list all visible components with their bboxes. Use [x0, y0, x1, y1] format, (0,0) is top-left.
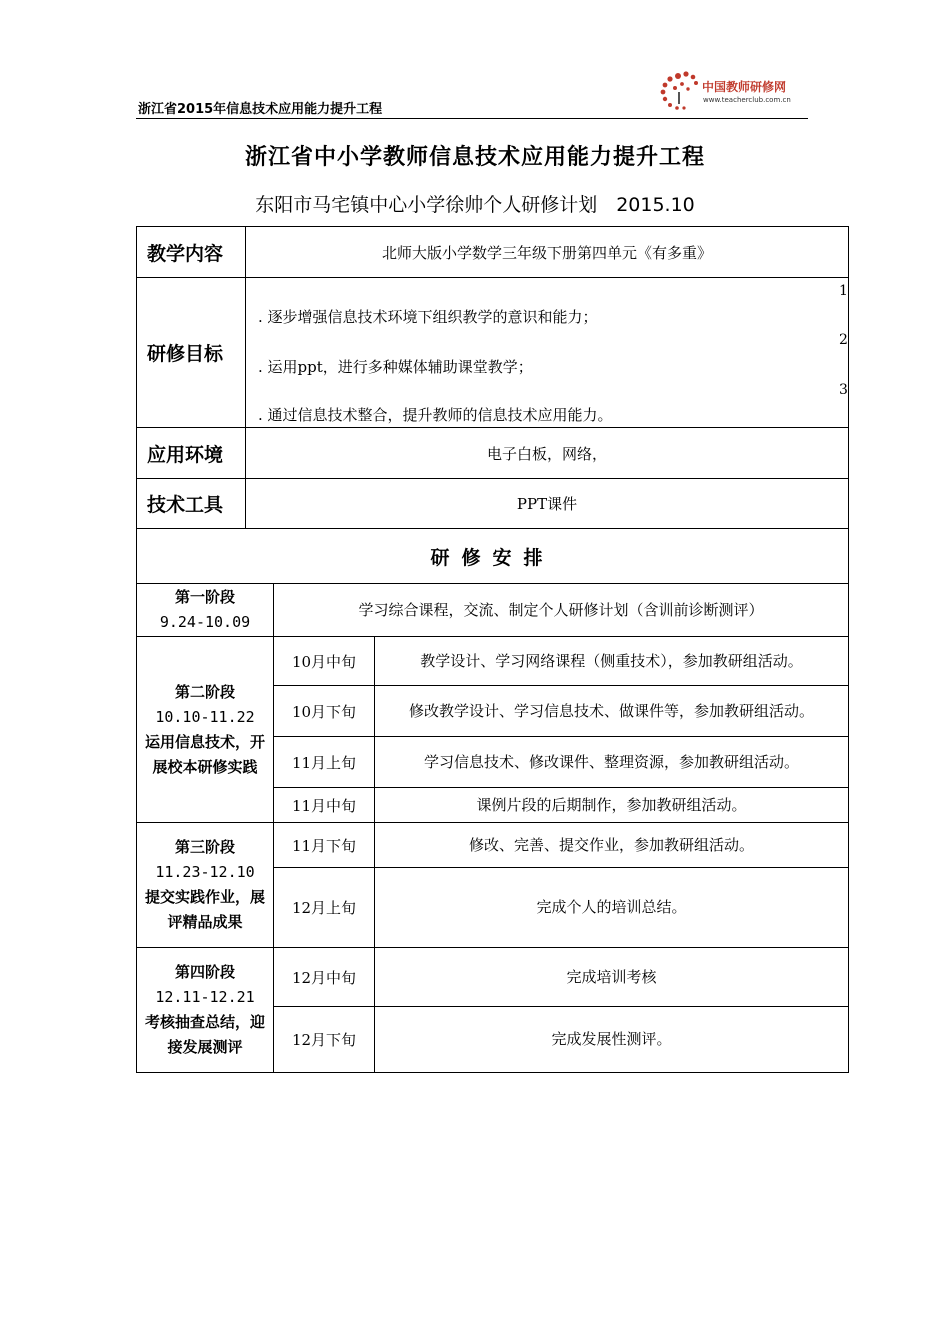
goal-number-3: 3 — [839, 382, 848, 398]
tools-label: 技术工具 — [136, 478, 246, 529]
goal-item-1: . 逐步增强信息技术环境下组织教学的意识和能力； — [258, 308, 598, 326]
stage2-dates: 10.10-11.22 — [155, 707, 255, 726]
stage3-period-2: 12月上旬 — [273, 867, 375, 948]
schedule-heading-cell — [136, 528, 849, 584]
stage1-cell — [136, 583, 274, 637]
stage3-cell — [136, 822, 274, 948]
stage3-dates: 11.23-12.10 — [155, 863, 255, 881]
stage2-period-1: 10月中旬 — [273, 636, 375, 686]
stage2-activity-3: 学习信息技术、修改课件、整理资源，参加教研组活动。 — [374, 736, 849, 788]
stage4-activity-1: 完成培训考核 — [374, 947, 849, 1007]
stage3-activity-1: 修改、完善、提交作业，参加教研组活动。 — [374, 822, 849, 868]
schedule-heading: 研修安排 — [430, 546, 555, 569]
tools-value: PPT课件 — [245, 478, 849, 529]
stage3-activity-2: 完成个人的培训总结。 — [374, 867, 849, 948]
goal-number-1: 1 — [839, 283, 848, 299]
stage2-desc: 运用信息技术，开展校本研修实践 — [144, 732, 265, 776]
stage4-period-1: 12月中旬 — [273, 947, 375, 1007]
stage2-activity-1: 教学设计、学习网络课程（侧重技术），参加教研组活动。 — [374, 636, 849, 686]
content-label: 教学内容 — [136, 226, 246, 278]
stage1-name: 第一阶段 — [174, 588, 235, 606]
stage2-name: 第二阶段 — [174, 682, 235, 701]
stage3-period-1: 11月下旬 — [273, 822, 375, 868]
goals-label: 研修目标 — [136, 277, 246, 428]
stage2-activity-2: 修改教学设计、学习信息技术、做课件等，参加教研组活动。 — [374, 685, 849, 737]
content-value: 北师大版小学数学三年级下册第四单元《有多重》 — [245, 226, 849, 278]
env-value: 电子白板，网络， — [245, 427, 849, 479]
stage1-dates: 9.24-10.09 — [159, 613, 251, 631]
header-rule — [136, 118, 808, 119]
goal-item-3: . 通过信息技术整合，提升教师的信息技术应用能力。 — [258, 406, 613, 424]
stage2-cell — [136, 636, 274, 823]
logo-url: www.teacherclub.com.cn — [703, 96, 791, 104]
stage2-period-2: 10月下旬 — [273, 685, 375, 737]
stage4-cell — [136, 947, 274, 1073]
stage3-name: 第三阶段 — [174, 838, 235, 856]
goal-number-2: 2 — [839, 332, 848, 348]
stage2-period-4: 11月中旬 — [273, 787, 375, 823]
stage4-activity-2: 完成发展性测评。 — [374, 1006, 849, 1073]
stage4-desc: 考核抽查总结，迎接发展测评 — [144, 1013, 265, 1056]
document-subtitle: 东阳市马宅镇中心小学徐帅个人研修计划 2015.10 — [255, 194, 695, 216]
document-title: 浙江省中小学教师信息技术应用能力提升工程 — [244, 145, 705, 170]
running-header: 浙江省2015年信息技术应用能力提升工程 — [138, 102, 383, 117]
stage4-period-2: 12月下旬 — [273, 1006, 375, 1073]
stage4-name: 第四阶段 — [174, 963, 235, 981]
stage1-activity: 学习综合课程，交流、制定个人研修计划（含训前诊断测评） — [273, 583, 849, 637]
stage2-period-3: 11月上旬 — [273, 736, 375, 788]
stage3-desc: 提交实践作业，展评精品成果 — [144, 888, 265, 931]
goal-item-2: . 运用ppt，进行多种媒体辅助课堂教学； — [258, 358, 533, 376]
logo-name: 中国教师研修网 — [702, 80, 787, 94]
env-label: 应用环境 — [136, 427, 246, 479]
stage4-dates: 12.11-12.21 — [155, 988, 255, 1006]
stage2-activity-4: 课例片段的后期制作，参加教研组活动。 — [374, 787, 849, 823]
